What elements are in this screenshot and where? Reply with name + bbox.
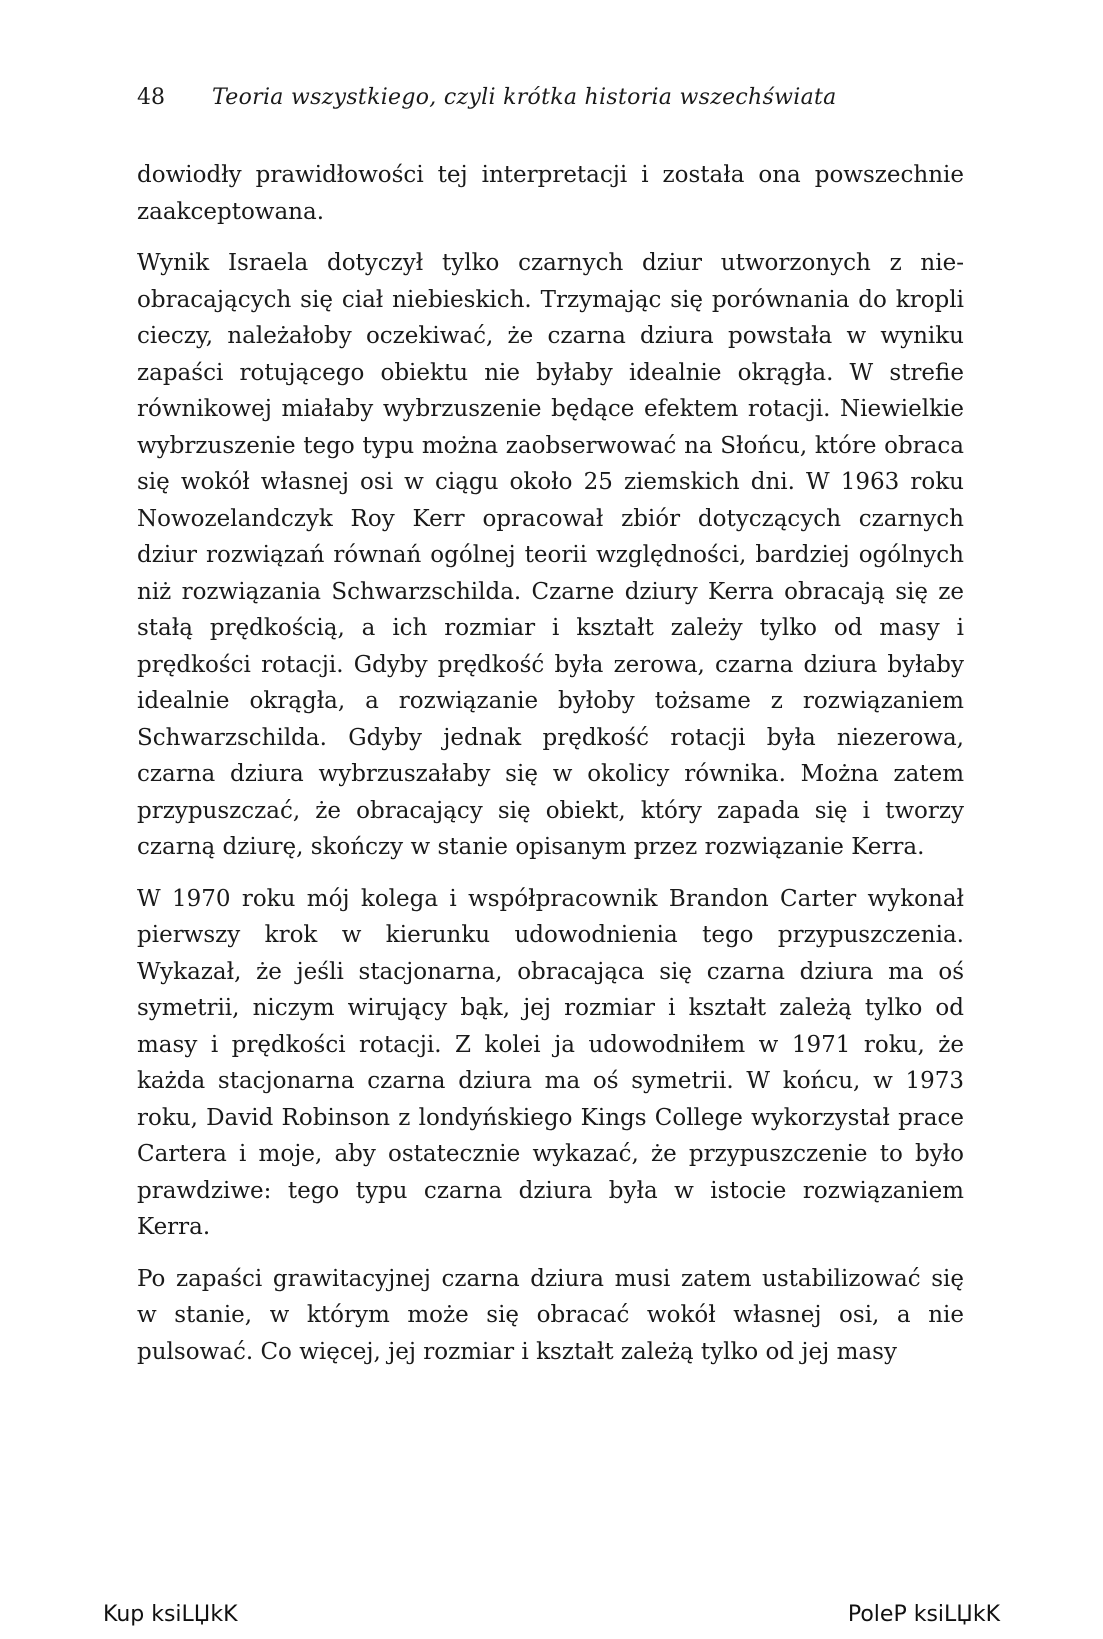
paragraph-4: Po zapaści grawitacyjnej czarna dziura musi zatem ustabilizować się w stanie, w którym może się obracać wokół własnej osi, a nie pulsować. Co więcej, jej rozmiar i kształt zależą tylko od jej masy	[137, 1265, 964, 1365]
paragraph-1: dowiodły prawidłowości tej interpretacji i została ona powszechnie zaakceptowana.	[137, 162, 964, 225]
recommend-book-link[interactable]: PoleP ksiLЏkK	[847, 1602, 1000, 1627]
buy-book-link[interactable]: Kup ksiLЏkK	[103, 1602, 238, 1627]
page-number: 48	[137, 85, 165, 110]
running-header	[137, 78, 837, 118]
paragraph-3: W 1970 roku mój kolega i współpracownik Brandon Carter wykonał pierwszy krok w kierunku udowodnienia tego przypuszczenia. Wykazał, że jeśli stacjonarna, obracająca się czarna dziura ma oś symetrii, niczym wirujący bąk, jej rozmiar i kształt zależą tylko od masy i prędkości rotacji. Z kolei ja udowodniłem w 1971 roku, że każda stacjonarna czarna dziura ma oś symetrii. W końcu, w 1973 roku, David Robinson z londyńskiego Kings College wykorzystał prace Cartera i moje, aby ostatecznie wykazać, że przypuszczenie to było prawdziwe: tego typu czarna dziura była w istocie rozwiązaniem Kerra.	[137, 885, 964, 1240]
paragraph-2: Wynik Israela dotyczył tylko czarnych dziur utworzonych z nieobracających się ciał niebieskich. Trzymając się porównania do kropli cieczy, należałoby oczekiwać, że czarna dziura powstała w wyniku zapaści rotującego obiektu nie byłaby idealnie okrągła. W strefie równikowej miałaby wybrzuszenie będące efektem rotacji. Niewielkie wybrzuszenie tego typu można zaobserwować na Słońcu, które obraca się wokół własnej osi w ciągu około 25 ziemskich dni. W 1963 roku Nowozelandczyk Roy Kerr opracował zbiór dotyczących czarnych dziur rozwiązań równań ogólnej teorii względności, bardziej ogólnych niż rozwiązania Schwarzschilda. Czarne dziury Kerra obracają się ze stałą prędkością, a ich rozmiar i kształt zależy tylko od masy i prędkości rotacji. Gdyby prędkość była zerowa, czarna dziura byłaby idealnie okrągła, a rozwiązanie byłoby tożsame z rozwiązaniem Schwarzschilda. Gdyby jednak prędkość rotacji była niezerowa, czarna dziura wybrzuszałaby się w okolicy równika. Można zatem przypuszczać, że obracający się obiekt, który zapada się i tworzy czarną dziurę, skończy w stanie opisanym przez rozwiązanie Kerra.	[137, 250, 964, 860]
running-title: Teoria wszystkiego, czyli krótka historia wszechświata	[212, 85, 837, 110]
body-text	[137, 157, 964, 1385]
